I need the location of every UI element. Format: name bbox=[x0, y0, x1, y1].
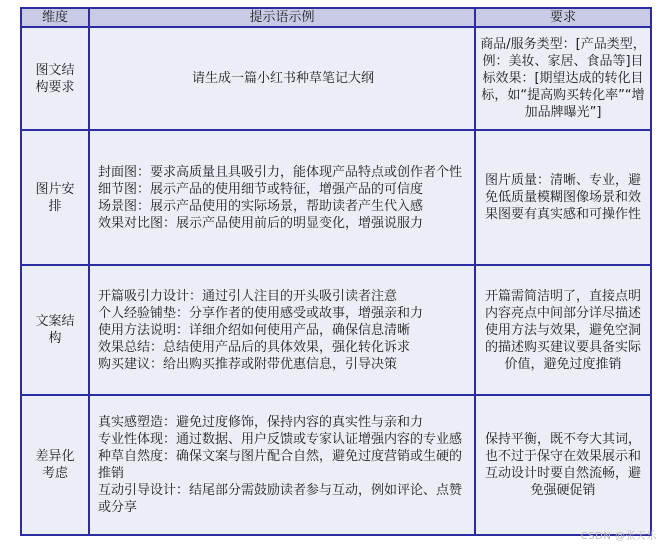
header-dimension: 维度 bbox=[21, 8, 89, 27]
example-line: 效果对比图：展示产品使用前后的明显变化，增强说服力 bbox=[98, 215, 424, 231]
table-header-row bbox=[21, 8, 651, 27]
table-row bbox=[21, 27, 651, 130]
example-line: 效果总结：总结使用产品后的具体效果，强化转化诉求 bbox=[98, 339, 411, 355]
example-line: 真实感塑造：避免过度修饰，保持内容的真实性与亲和力 bbox=[98, 415, 424, 430]
example-line: 互动引导设计：结尾部分需鼓励读者参与互动，例如评论、点赞或分享 bbox=[98, 483, 463, 515]
example-line: 细节图：展示产品的使用细节或特征，增强产品的可信度 bbox=[98, 181, 424, 197]
dimension-cell: 图片安排 bbox=[21, 130, 89, 265]
requirement-cell: 图片质量：清晰、专业，避免低质量模糊图像场景和效果图要有真实感和可操作性 bbox=[475, 130, 651, 265]
dimension-cell: 图文结构要求 bbox=[21, 27, 89, 130]
example-line: 购买建议：给出购买推荐或附带优惠信息，引导决策 bbox=[98, 356, 398, 372]
example-cell bbox=[89, 265, 475, 395]
table-row bbox=[21, 395, 651, 535]
watermark: CSDN @张天乐 bbox=[580, 531, 657, 542]
table-row bbox=[21, 130, 651, 265]
example-cell bbox=[89, 27, 475, 130]
header-requirement: 要求 bbox=[475, 8, 651, 27]
example-line: 使用方法说明：详细介绍如何使用产品，确保信息清晰 bbox=[98, 322, 411, 338]
example-line: 封面图：要求高质量且具吸引力，能体现产品特点或创作者个性 bbox=[98, 164, 463, 180]
requirement-cell: 商品/服务类型：[产品类型，例：美妆、家居、食品等]目标效果：[期望达成的转化目标，如“提高购买转化率”“增加品牌曝光”] bbox=[475, 27, 651, 130]
header-example: 提示语示例 bbox=[89, 8, 475, 27]
example-cell bbox=[89, 395, 475, 535]
example-line: 请生成一篇小红书种草笔记大纲 bbox=[191, 71, 374, 86]
example-line: 种草自然度：确保文案与图片配合自然，避免过度营销或生硬的推销 bbox=[98, 449, 463, 481]
dimension-cell: 文案结构 bbox=[21, 265, 89, 395]
example-line: 场景图：展示产品使用的实际场景，帮助读者产生代入感 bbox=[98, 198, 424, 214]
dimension-cell: 差异化考虑 bbox=[21, 395, 89, 535]
requirement-cell: 保持平衡，既不夸大其词，也不过于保守在效果展示和互动设计时要自然流畅，避免强硬促销 bbox=[475, 395, 651, 535]
requirement-cell: 开篇需简洁明了，直接点明内容亮点中间部分详尽描述使用方法与效果，避免空洞的描述购买建议要具备实际价值，避免过度推销 bbox=[475, 265, 651, 395]
example-line: 专业性体现：通过数据、用户反馈或专家认证增强内容的专业感 bbox=[98, 432, 463, 447]
example-line: 开篇吸引力设计：通过引人注目的开头吸引读者注意 bbox=[98, 288, 398, 304]
table-row bbox=[21, 265, 651, 395]
example-cell bbox=[89, 130, 475, 265]
example-line: 个人经验铺垫：分享作者的使用感受或故事，增强亲和力 bbox=[98, 305, 424, 321]
prompt-guide-table bbox=[20, 7, 652, 536]
